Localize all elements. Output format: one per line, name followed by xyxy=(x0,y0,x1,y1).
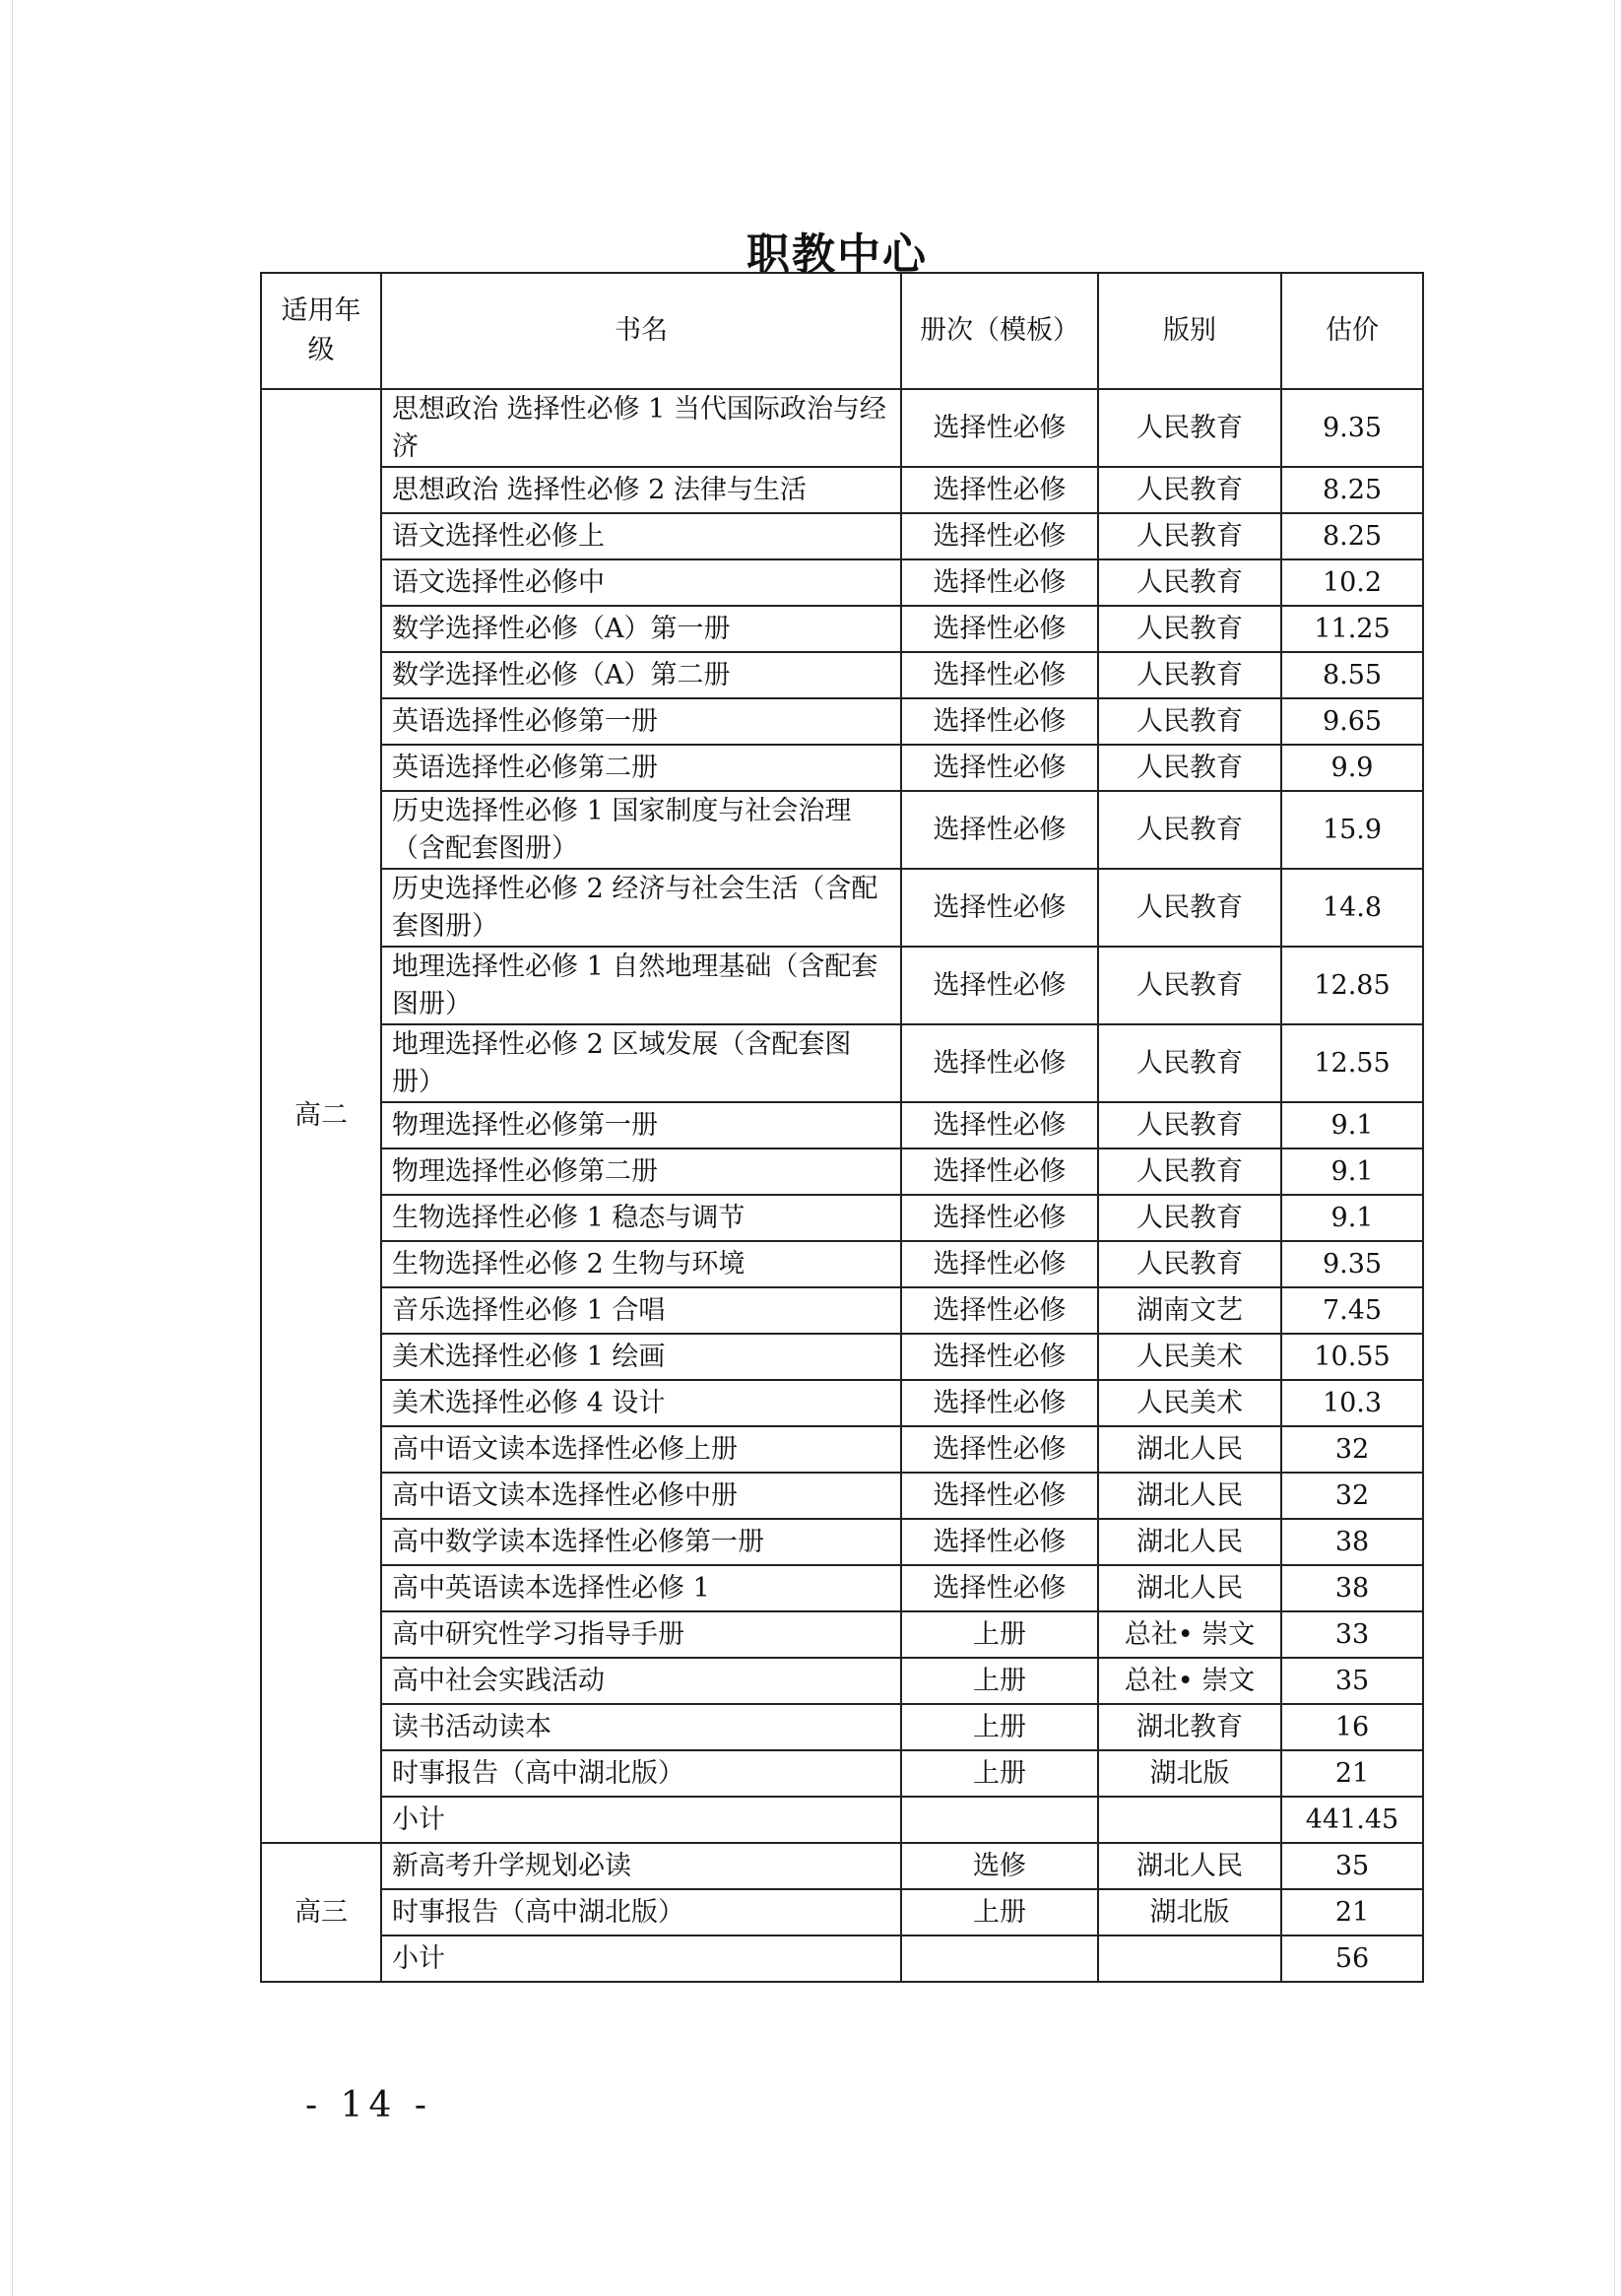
title-cell: 高中语文读本选择性必修中册 xyxy=(381,1473,901,1519)
title-cell: 语文选择性必修中 xyxy=(381,559,901,606)
volume-cell: 选择性必修 xyxy=(901,1334,1098,1380)
price-cell: 9.35 xyxy=(1281,1241,1423,1287)
volume-cell: 上册 xyxy=(901,1750,1098,1797)
title-cell: 历史选择性必修 2 经济与社会生活（含配套图册） xyxy=(381,869,901,947)
title-cell: 地理选择性必修 1 自然地理基础（含配套图册） xyxy=(381,947,901,1024)
table-row xyxy=(261,606,1423,652)
volume-cell xyxy=(901,1797,1098,1843)
price-cell: 441.45 xyxy=(1281,1797,1423,1843)
price-cell: 7.45 xyxy=(1281,1287,1423,1334)
title-cell: 美术选择性必修 1 绘画 xyxy=(381,1334,901,1380)
volume-cell: 选择性必修 xyxy=(901,1519,1098,1565)
volume-cell: 选择性必修 xyxy=(901,1380,1098,1426)
header-volume: 册次（模板） xyxy=(901,273,1098,389)
publisher-cell: 人民美术 xyxy=(1098,1380,1281,1426)
table-row xyxy=(261,1148,1423,1195)
volume-cell: 选择性必修 xyxy=(901,791,1098,869)
title-cell: 音乐选择性必修 1 合唱 xyxy=(381,1287,901,1334)
table-header-row xyxy=(261,273,1423,389)
table-row xyxy=(261,1565,1423,1611)
price-cell: 35 xyxy=(1281,1843,1423,1889)
publisher-cell: 人民教育 xyxy=(1098,698,1281,745)
publisher-cell: 总社• 崇文 xyxy=(1098,1611,1281,1658)
table-row xyxy=(261,1519,1423,1565)
table-row xyxy=(261,745,1423,791)
title-cell: 生物选择性必修 1 稳态与调节 xyxy=(381,1195,901,1241)
volume-cell: 选择性必修 xyxy=(901,1195,1098,1241)
title-cell: 高中数学读本选择性必修第一册 xyxy=(381,1519,901,1565)
price-cell: 35 xyxy=(1281,1658,1423,1704)
header-grade: 适用年级 xyxy=(261,273,381,389)
table-row xyxy=(261,1843,1423,1889)
publisher-cell: 人民教育 xyxy=(1098,1024,1281,1102)
volume-cell xyxy=(901,1935,1098,1982)
price-cell: 9.1 xyxy=(1281,1195,1423,1241)
publisher-cell xyxy=(1098,1935,1281,1982)
price-cell: 14.8 xyxy=(1281,869,1423,947)
publisher-cell: 人民教育 xyxy=(1098,745,1281,791)
publisher-cell: 人民教育 xyxy=(1098,1241,1281,1287)
volume-cell: 选择性必修 xyxy=(901,559,1098,606)
grade-cell: 高二 xyxy=(261,389,381,1843)
volume-cell: 选择性必修 xyxy=(901,1426,1098,1473)
volume-cell: 选择性必修 xyxy=(901,869,1098,947)
volume-cell: 选择性必修 xyxy=(901,1565,1098,1611)
table-row xyxy=(261,1024,1423,1102)
publisher-cell: 人民教育 xyxy=(1098,869,1281,947)
title-cell: 物理选择性必修第二册 xyxy=(381,1148,901,1195)
price-cell: 32 xyxy=(1281,1473,1423,1519)
price-cell: 9.65 xyxy=(1281,698,1423,745)
scan-edge-left xyxy=(12,0,13,2296)
title-cell: 读书活动读本 xyxy=(381,1704,901,1750)
price-cell: 8.25 xyxy=(1281,513,1423,559)
table-row xyxy=(261,513,1423,559)
volume-cell: 选择性必修 xyxy=(901,1241,1098,1287)
volume-cell: 选择性必修 xyxy=(901,467,1098,513)
table-row xyxy=(261,1797,1423,1843)
table-row xyxy=(261,652,1423,698)
volume-cell: 上册 xyxy=(901,1889,1098,1935)
price-cell: 8.55 xyxy=(1281,652,1423,698)
price-cell: 12.85 xyxy=(1281,947,1423,1024)
volume-cell: 选择性必修 xyxy=(901,1287,1098,1334)
title-cell: 小计 xyxy=(381,1935,901,1982)
publisher-cell: 湖北人民 xyxy=(1098,1843,1281,1889)
publisher-cell: 湖北教育 xyxy=(1098,1704,1281,1750)
publisher-cell: 人民教育 xyxy=(1098,1148,1281,1195)
publisher-cell: 湖北人民 xyxy=(1098,1426,1281,1473)
title-cell: 物理选择性必修第一册 xyxy=(381,1102,901,1148)
price-cell: 38 xyxy=(1281,1565,1423,1611)
price-cell: 12.55 xyxy=(1281,1024,1423,1102)
table-row xyxy=(261,791,1423,869)
price-cell: 8.25 xyxy=(1281,467,1423,513)
table-row xyxy=(261,1241,1423,1287)
price-cell: 16 xyxy=(1281,1704,1423,1750)
table-body xyxy=(261,389,1423,1982)
title-cell: 新高考升学规划必读 xyxy=(381,1843,901,1889)
volume-cell: 选择性必修 xyxy=(901,513,1098,559)
volume-cell: 选择性必修 xyxy=(901,947,1098,1024)
volume-cell: 选择性必修 xyxy=(901,389,1098,467)
price-cell: 21 xyxy=(1281,1750,1423,1797)
table-row xyxy=(261,1611,1423,1658)
table-row xyxy=(261,1334,1423,1380)
title-cell: 数学选择性必修（A）第二册 xyxy=(381,652,901,698)
publisher-cell xyxy=(1098,1797,1281,1843)
table-row xyxy=(261,1195,1423,1241)
table-row xyxy=(261,1658,1423,1704)
price-cell: 10.55 xyxy=(1281,1334,1423,1380)
volume-cell: 选修 xyxy=(901,1843,1098,1889)
textbook-table xyxy=(260,272,1424,1983)
table-row xyxy=(261,1102,1423,1148)
publisher-cell: 总社• 崇文 xyxy=(1098,1658,1281,1704)
volume-cell: 选择性必修 xyxy=(901,1024,1098,1102)
title-cell: 小计 xyxy=(381,1797,901,1843)
volume-cell: 选择性必修 xyxy=(901,698,1098,745)
volume-cell: 选择性必修 xyxy=(901,745,1098,791)
title-cell: 高中语文读本选择性必修上册 xyxy=(381,1426,901,1473)
publisher-cell: 人民教育 xyxy=(1098,652,1281,698)
publisher-cell: 人民教育 xyxy=(1098,513,1281,559)
price-cell: 10.3 xyxy=(1281,1380,1423,1426)
title-cell: 语文选择性必修上 xyxy=(381,513,901,559)
price-cell: 56 xyxy=(1281,1935,1423,1982)
price-cell: 11.25 xyxy=(1281,606,1423,652)
price-cell: 32 xyxy=(1281,1426,1423,1473)
grade-cell: 高三 xyxy=(261,1843,381,1982)
title-cell: 高中英语读本选择性必修 1 xyxy=(381,1565,901,1611)
price-cell: 9.35 xyxy=(1281,389,1423,467)
table-row xyxy=(261,1380,1423,1426)
volume-cell: 选择性必修 xyxy=(901,606,1098,652)
table-row xyxy=(261,869,1423,947)
price-cell: 15.9 xyxy=(1281,791,1423,869)
table-row xyxy=(261,947,1423,1024)
publisher-cell: 人民教育 xyxy=(1098,606,1281,652)
table-row xyxy=(261,1704,1423,1750)
scan-edge-right xyxy=(1614,0,1615,2296)
title-cell: 生物选择性必修 2 生物与环境 xyxy=(381,1241,901,1287)
table-row xyxy=(261,1426,1423,1473)
publisher-cell: 湖北人民 xyxy=(1098,1565,1281,1611)
table-row xyxy=(261,1287,1423,1334)
volume-cell: 上册 xyxy=(901,1611,1098,1658)
table-row xyxy=(261,467,1423,513)
volume-cell: 上册 xyxy=(901,1704,1098,1750)
table-row xyxy=(261,389,1423,467)
title-cell: 英语选择性必修第一册 xyxy=(381,698,901,745)
title-cell: 数学选择性必修（A）第一册 xyxy=(381,606,901,652)
price-cell: 10.2 xyxy=(1281,559,1423,606)
title-cell: 思想政治 选择性必修 2 法律与生活 xyxy=(381,467,901,513)
header-title: 书名 xyxy=(381,273,901,389)
title-cell: 高中研究性学习指导手册 xyxy=(381,1611,901,1658)
table-row xyxy=(261,1889,1423,1935)
title-cell: 英语选择性必修第二册 xyxy=(381,745,901,791)
price-cell: 9.9 xyxy=(1281,745,1423,791)
publisher-cell: 人民教育 xyxy=(1098,947,1281,1024)
price-cell: 33 xyxy=(1281,1611,1423,1658)
title-cell: 地理选择性必修 2 区域发展（含配套图册） xyxy=(381,1024,901,1102)
title-cell: 美术选择性必修 4 设计 xyxy=(381,1380,901,1426)
publisher-cell: 人民教育 xyxy=(1098,791,1281,869)
header-price: 估价 xyxy=(1281,273,1423,389)
title-cell: 高中社会实践活动 xyxy=(381,1658,901,1704)
publisher-cell: 湖北人民 xyxy=(1098,1473,1281,1519)
publisher-cell: 湖南文艺 xyxy=(1098,1287,1281,1334)
publisher-cell: 人民教育 xyxy=(1098,389,1281,467)
volume-cell: 选择性必修 xyxy=(901,1148,1098,1195)
title-cell: 时事报告（高中湖北版） xyxy=(381,1750,901,1797)
publisher-cell: 人民美术 xyxy=(1098,1334,1281,1380)
publisher-cell: 人民教育 xyxy=(1098,467,1281,513)
volume-cell: 选择性必修 xyxy=(901,1473,1098,1519)
publisher-cell: 湖北版 xyxy=(1098,1889,1281,1935)
table-row xyxy=(261,698,1423,745)
price-cell: 21 xyxy=(1281,1889,1423,1935)
price-cell: 38 xyxy=(1281,1519,1423,1565)
volume-cell: 选择性必修 xyxy=(901,1102,1098,1148)
header-publisher: 版别 xyxy=(1098,273,1281,389)
table-row xyxy=(261,1750,1423,1797)
publisher-cell: 人民教育 xyxy=(1098,1195,1281,1241)
table-row xyxy=(261,1935,1423,1982)
table-row xyxy=(261,559,1423,606)
publisher-cell: 人民教育 xyxy=(1098,559,1281,606)
volume-cell: 选择性必修 xyxy=(901,652,1098,698)
price-cell: 9.1 xyxy=(1281,1102,1423,1148)
publisher-cell: 人民教育 xyxy=(1098,1102,1281,1148)
volume-cell: 上册 xyxy=(901,1658,1098,1704)
title-cell: 时事报告（高中湖北版） xyxy=(381,1889,901,1935)
price-cell: 9.1 xyxy=(1281,1148,1423,1195)
page-number: - 14 - xyxy=(305,2085,433,2126)
table-row xyxy=(261,1473,1423,1519)
publisher-cell: 湖北人民 xyxy=(1098,1519,1281,1565)
title-cell: 思想政治 选择性必修 1 当代国际政治与经济 xyxy=(381,389,901,467)
publisher-cell: 湖北版 xyxy=(1098,1750,1281,1797)
title-cell: 历史选择性必修 1 国家制度与社会治理（含配套图册） xyxy=(381,791,901,869)
page-title: 职教中心 xyxy=(746,230,928,280)
